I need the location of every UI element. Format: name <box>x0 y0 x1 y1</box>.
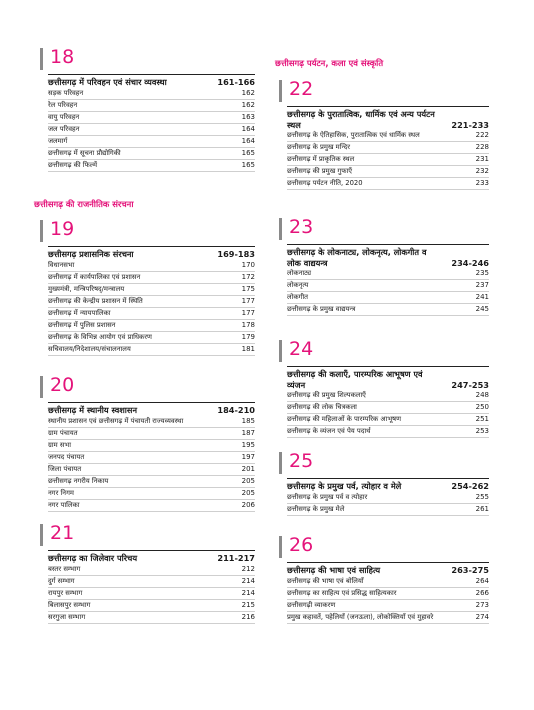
chapter-number: 21 <box>50 522 75 544</box>
toc-entry[interactable] <box>287 130 489 142</box>
chapter-items <box>287 492 489 516</box>
toc-entry-label: सड़क परिवहन <box>48 89 84 97</box>
toc-entry-page: 231 <box>475 155 489 163</box>
toc-entry-label: बिलासपुर सम्भाग <box>48 601 91 609</box>
chapter-bar <box>40 524 43 546</box>
toc-entry[interactable] <box>48 464 255 476</box>
toc-entry-page: 165 <box>241 161 255 169</box>
chapter-heading[interactable] <box>287 478 489 492</box>
chapter-heading[interactable] <box>48 74 255 88</box>
toc-entry-label: छत्तीसगढ़ की प्रमुख शिल्पकलाएँ <box>287 391 366 399</box>
toc-entry-page: 162 <box>241 101 255 109</box>
toc-entry-label: मुख्यमंत्री, मन्त्रिपरिषद्/मन्त्रालय <box>48 285 125 293</box>
toc-entry-page: 274 <box>475 613 489 621</box>
chapter-page-range: 211-217 <box>217 553 255 563</box>
chapter-number: 23 <box>289 216 314 238</box>
toc-entry-label: सरगुजा सम्भाग <box>48 613 86 621</box>
toc-entry-label: ग्राम पंचायत <box>48 429 78 437</box>
toc-entry-page: 237 <box>475 281 489 289</box>
chapter-heading[interactable] <box>287 562 489 576</box>
toc-entry-page: 205 <box>241 489 255 497</box>
toc-entry-page: 185 <box>241 417 255 425</box>
chapter-bar <box>279 536 282 558</box>
toc-entry[interactable] <box>287 426 489 438</box>
toc-entry[interactable] <box>287 154 489 166</box>
toc-entry-label: छत्तीसगढ़ की फिल्में <box>48 161 98 169</box>
toc-entry-label: जनपद पंचायत <box>48 453 85 461</box>
toc-entry[interactable] <box>287 142 489 154</box>
chapter-items <box>287 390 489 438</box>
toc-entry-label: जल परिवहन <box>48 125 80 133</box>
toc-entry[interactable] <box>287 492 489 504</box>
toc-entry[interactable] <box>48 296 255 308</box>
chapter-title: छत्तीसगढ़ प्रशासनिक संरचना <box>48 249 134 259</box>
toc-entry-label: छत्तीसगढ़ की प्रमुख गुफाएँ <box>287 167 353 175</box>
chapter-page-range: 234-246 <box>451 258 489 268</box>
toc-entry[interactable] <box>287 304 489 316</box>
section-heading-politics: छत्तीसगढ़ की राजनीतिक संरचना <box>34 199 134 209</box>
toc-entry-page: 172 <box>241 273 255 281</box>
chapter-page-range: 161-166 <box>217 77 255 87</box>
chapter-number: 26 <box>289 534 314 556</box>
toc-entry[interactable] <box>48 440 255 452</box>
toc-entry[interactable] <box>48 588 255 600</box>
toc-entry-label: जिला पंचायत <box>48 465 82 473</box>
toc-entry-page: 266 <box>475 589 489 597</box>
toc-entry-page: 195 <box>241 441 255 449</box>
chapter-title: छत्तीसगढ़ के लोकनाट्य, लोकनृत्य, लोकगीत व लोक वाद्ययन्त्र <box>287 247 427 268</box>
toc-entry-label: छत्तीसगढ़ में सूचना प्रौद्योगिकी <box>48 149 121 157</box>
toc-entry-page: 232 <box>475 167 489 175</box>
chapter-bar <box>279 218 282 240</box>
chapter-number: 22 <box>289 78 314 100</box>
toc-entry-page: 215 <box>241 601 255 609</box>
toc-entry-label: बस्तर सम्भाग <box>48 565 81 573</box>
toc-entry-label: छत्तीसगढ़ का साहित्य एवं प्रसिद्ध साहित्यकार <box>287 589 397 597</box>
toc-entry[interactable] <box>48 600 255 612</box>
toc-entry-label: रायपुर सम्भाग <box>48 589 83 597</box>
toc-entry[interactable] <box>48 416 255 428</box>
chapter-title: छत्तीसगढ़ का जिलेवार परिचय <box>48 553 138 563</box>
chapter-heading[interactable] <box>48 246 255 260</box>
toc-entry-page: 179 <box>241 333 255 341</box>
toc-entry-page: 214 <box>241 589 255 597</box>
toc-entry[interactable] <box>48 100 255 112</box>
chapter-number: 25 <box>289 450 314 472</box>
toc-entry[interactable] <box>287 504 489 516</box>
toc-entry-label: दुर्ग सम्भाग <box>48 577 75 585</box>
toc-entry-page: 251 <box>475 415 489 423</box>
toc-entry[interactable] <box>48 488 255 500</box>
chapter-items <box>48 260 255 356</box>
chapter-heading[interactable] <box>48 402 255 416</box>
toc-entry[interactable] <box>287 612 489 624</box>
toc-entry-label: छत्तीसगढ़ के ऐतिहासिक, पुरातात्विक एवं धार्मिक स्थल <box>287 131 420 139</box>
toc-entry-page: 248 <box>475 391 489 399</box>
toc-entry[interactable] <box>287 268 489 280</box>
chapter-number: 18 <box>50 46 75 68</box>
toc-entry[interactable] <box>48 332 255 344</box>
toc-entry-label: छत्तीसगढ़ की महिलाओं के पारम्परिक आभूषण <box>287 415 401 423</box>
toc-entry-label: छत्तीसगढ़ की भाषा एवं बोलियाँ <box>287 577 364 585</box>
toc-entry[interactable] <box>48 260 255 272</box>
toc-entry-page: 233 <box>475 179 489 187</box>
toc-entry[interactable] <box>48 576 255 588</box>
toc-entry-label: वायु परिवहन <box>48 113 80 121</box>
toc-entry-page: 177 <box>241 309 255 317</box>
toc-entry[interactable] <box>48 320 255 332</box>
chapter-items <box>287 130 489 190</box>
toc-entry[interactable] <box>287 292 489 304</box>
chapter-title: छत्तीसगढ़ में परिवहन एवं संचार व्यवस्था <box>48 77 167 87</box>
toc-entry[interactable] <box>287 588 489 600</box>
chapter-title: छत्तीसगढ़ के प्रमुख पर्व, त्योहार व मेले <box>287 481 402 491</box>
toc-entry[interactable] <box>48 308 255 320</box>
toc-entry-label: छत्तीसगढ़ में न्यायपालिका <box>48 309 111 317</box>
toc-entry-label: नगर पालिका <box>48 501 80 509</box>
toc-entry-label: छत्तीसगढ़ के प्रमुख मन्दिर <box>287 143 350 151</box>
chapter-page-range: 221-233 <box>451 120 489 130</box>
toc-entry-label: छत्तीसगढ़ी व्याकरण <box>287 601 336 609</box>
chapter-heading[interactable] <box>287 244 489 269</box>
toc-entry[interactable] <box>48 500 255 512</box>
toc-entry[interactable] <box>287 280 489 292</box>
toc-entry-label: लोकनाट्य <box>287 269 312 277</box>
toc-entry[interactable] <box>48 88 255 100</box>
toc-entry[interactable] <box>48 452 255 464</box>
toc-entry-page: 175 <box>241 285 255 293</box>
chapter-number: 19 <box>50 218 75 240</box>
toc-entry[interactable] <box>287 576 489 588</box>
chapter-items <box>287 576 489 624</box>
toc-entry-label: जलमार्ग <box>48 137 68 145</box>
toc-entry-label: छत्तीसगढ़ के विभिन्न आयोग एवं प्राधिकरण <box>48 333 152 341</box>
toc-entry[interactable] <box>287 178 489 190</box>
chapter-heading[interactable] <box>48 550 255 564</box>
toc-entry-page: 273 <box>475 601 489 609</box>
toc-entry[interactable] <box>48 112 255 124</box>
toc-entry-page: 170 <box>241 261 255 269</box>
toc-entry-page: 222 <box>475 131 489 139</box>
toc-entry-page: 216 <box>241 613 255 621</box>
chapter-items <box>287 268 489 316</box>
toc-entry-page: 164 <box>241 137 255 145</box>
chapter-page-range: 263-275 <box>451 565 489 575</box>
toc-entry-label: छत्तीसगढ़ के व्यंजन एवं पेय पदार्थ <box>287 427 371 435</box>
chapter-items <box>48 564 255 624</box>
chapter-bar <box>279 452 282 474</box>
toc-entry-label: विधानसभा <box>48 261 75 269</box>
toc-entry-label: छत्तीसगढ़ के प्रमुख पर्व व त्योहार <box>287 493 368 501</box>
chapter-page-range: 254-262 <box>451 481 489 491</box>
toc-entry-page: 253 <box>475 427 489 435</box>
chapter-title: छत्तीसगढ़ की कलाएँ, पारम्परिक आभूषण एवं व्यंजन <box>287 369 423 390</box>
toc-entry-page: 205 <box>241 477 255 485</box>
toc-entry-label: छत्तीसगढ़ पर्यटन नीति, 2020 <box>287 179 363 187</box>
chapter-number: 24 <box>289 338 314 360</box>
toc-entry-label: लोकनृत्य <box>287 281 309 289</box>
toc-entry-label: छत्तीसगढ़ की लोक चित्रकला <box>287 403 357 411</box>
toc-entry[interactable] <box>48 148 255 160</box>
chapter-bar <box>279 340 282 362</box>
toc-entry-page: 241 <box>475 293 489 301</box>
chapter-heading[interactable] <box>287 106 489 131</box>
chapter-bar <box>40 48 43 70</box>
toc-entry-label: छत्तीसगढ़ की केन्द्रीय प्रशासन में स्थिति <box>48 297 143 305</box>
toc-entry-label: रेल परिवहन <box>48 101 78 109</box>
toc-entry-label: नगर निगम <box>48 489 74 497</box>
toc-entry[interactable] <box>287 600 489 612</box>
toc-entry[interactable] <box>287 414 489 426</box>
toc-entry-label: छत्तीसगढ़ में पुलिस प्रशासन <box>48 321 116 329</box>
toc-entry-label: सचिवालय/निदेशालय/संचालनालय <box>48 345 131 353</box>
toc-entry-page: 214 <box>241 577 255 585</box>
toc-entry-label: लोकगीत <box>287 293 309 301</box>
chapter-bar <box>279 80 282 102</box>
toc-entry[interactable] <box>48 124 255 136</box>
section-heading-tourism: छत्तीसगढ़ पर्यटन, कला एवं संस्कृति <box>275 58 384 68</box>
chapter-page-range: 184-210 <box>217 405 255 415</box>
toc-entry-page: 165 <box>241 149 255 157</box>
toc-entry-page: 164 <box>241 125 255 133</box>
toc-entry[interactable] <box>48 428 255 440</box>
toc-entry[interactable] <box>48 160 255 172</box>
chapter-title: छत्तीसगढ़ के पुरातात्विक, धार्मिक एवं अन्य पर्यटन स्थल <box>287 109 435 130</box>
toc-entry-label: छत्तीसगढ़ में कार्यपालिका एवं प्रशासन <box>48 273 141 281</box>
toc-entry-label: छत्तीसगढ़ में प्राकृतिक स्थल <box>287 155 355 163</box>
toc-entry-page: 245 <box>475 305 489 313</box>
toc-entry[interactable] <box>287 390 489 402</box>
chapter-number: 20 <box>50 374 75 396</box>
toc-entry[interactable] <box>48 284 255 296</box>
toc-entry[interactable] <box>48 344 255 356</box>
toc-entry-page: 177 <box>241 297 255 305</box>
chapter-items <box>48 416 255 512</box>
chapter-title: छत्तीसगढ़ की भाषा एवं साहित्य <box>287 565 381 575</box>
toc-entry[interactable] <box>48 136 255 148</box>
toc-entry-label: छत्तीसगढ़ के प्रमुख वाद्ययन्त्र <box>287 305 356 313</box>
toc-entry-page: 212 <box>241 565 255 573</box>
toc-entry-page: 228 <box>475 143 489 151</box>
toc-entry-page: 206 <box>241 501 255 509</box>
toc-entry-page: 162 <box>241 89 255 97</box>
toc-entry[interactable] <box>287 402 489 414</box>
toc-entry-label: स्थानीय प्रशासन एवं छत्तीसगढ़ में पंचायती राज्यव्यवस्था <box>48 417 184 425</box>
toc-entry-label: प्रमुख कहावतें, पहेलियाँ (जनऊला), लोकोक्तियाँ एवं मुहावरे <box>287 613 434 621</box>
toc-entry-page: 255 <box>475 493 489 501</box>
chapter-heading[interactable] <box>287 366 489 391</box>
chapter-page-range: 169-183 <box>217 249 255 259</box>
toc-entry-page: 181 <box>241 345 255 353</box>
toc-entry[interactable] <box>287 166 489 178</box>
chapter-items <box>48 88 255 172</box>
chapter-bar <box>40 220 43 242</box>
toc-entry-page: 163 <box>241 113 255 121</box>
toc-entry-label: ग्राम सभा <box>48 441 71 449</box>
toc-entry[interactable] <box>48 612 255 624</box>
toc-entry-page: 178 <box>241 321 255 329</box>
chapter-bar <box>40 376 43 398</box>
toc-entry-page: 250 <box>475 403 489 411</box>
toc-entry-page: 201 <box>241 465 255 473</box>
toc-entry-label: छत्तीसगढ़ के प्रमुख मेले <box>287 505 345 513</box>
toc-entry-page: 197 <box>241 453 255 461</box>
toc-entry[interactable] <box>48 564 255 576</box>
chapter-page-range: 247-253 <box>451 380 489 390</box>
toc-entry-page: 235 <box>475 269 489 277</box>
toc-entry-page: 261 <box>475 505 489 513</box>
chapter-title: छत्तीसगढ़ में स्थानीय स्वशासन <box>48 405 138 415</box>
toc-entry-page: 264 <box>475 577 489 585</box>
toc-entry[interactable] <box>48 476 255 488</box>
toc-entry-label: छत्तीसगढ़ नगरीय निकाय <box>48 477 109 485</box>
toc-entry-page: 187 <box>241 429 255 437</box>
toc-entry[interactable] <box>48 272 255 284</box>
